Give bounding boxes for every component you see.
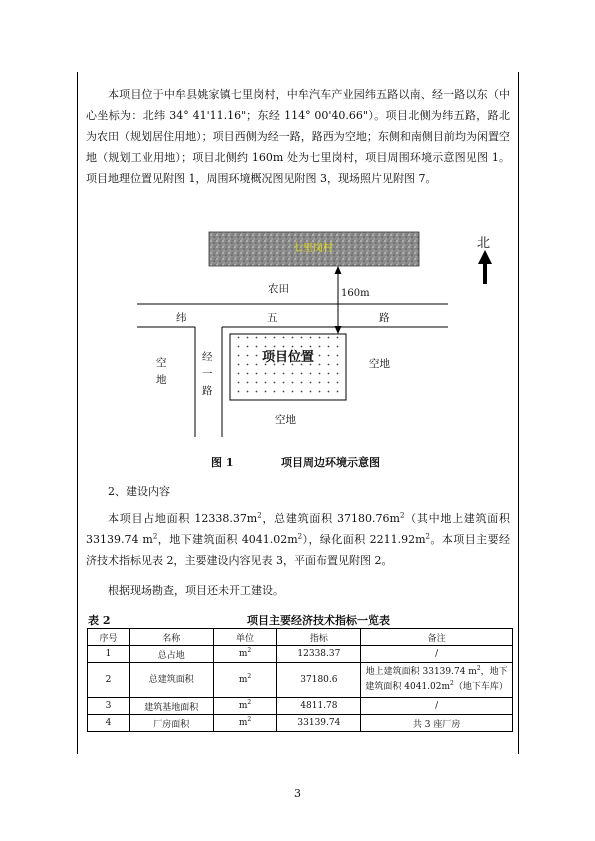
page-number: 3 — [294, 787, 301, 800]
header-value: 指标 — [277, 629, 361, 646]
construction-paragraph: 本项目占地面积 $12338.37m^2$，总建筑面积 $37180.76m^2$（其中地上建筑面积 33139.74 $m^2$，地下建筑面积 $4041.02m^2$），绿化面积 $2211.92m^2$。本项目主要经济技术指标见表 2，主要建设内容见表 3，平面布置见附图 2。 — [86, 511, 511, 567]
survey-paragraph: 根据现场勘查，项目还未开工建设。 — [108, 584, 284, 597]
west-empty-char-1: 空 — [156, 357, 167, 369]
table-row: 1 总占地 $m^2$ 12338.37 / — [88, 646, 513, 663]
header-no: 序号 — [88, 629, 130, 646]
header-unit: 单位 — [213, 629, 277, 646]
section-heading: 2、建设内容 — [108, 485, 170, 498]
north-label: 北 — [477, 236, 491, 251]
table-label: 表 2 — [88, 614, 111, 627]
header-name: 名称 — [129, 629, 213, 646]
project-site — [230, 334, 346, 400]
figure-caption-title: 项目周边环境示意图 — [281, 456, 380, 469]
south-empty-label: 空地 — [275, 414, 296, 426]
road-wei-char-1: 纬 — [176, 312, 187, 324]
distance-label: 160m — [341, 288, 370, 299]
table-header-row — [88, 629, 513, 646]
west-empty-char-2: 地 — [156, 374, 167, 386]
project-label: 项目位置 — [262, 350, 315, 365]
intro-paragraph: 本项目位于中牟县姚家镇七里岗村，中牟汽车产业园纬五路以南、经一路以东（中心坐标为：北纬 34° 41'11.16"；东经 114° 00'40.66"）。项目北侧为纬五路，路北为农田（规划居住用地）；项目西侧为经一路，路西为空地；东侧和南侧目前均为闲置空地（规划工业用地）；项目北侧约 160m 处为七里岗村，项目周围环境示意图见图 1。项目地理位置见附图 1，周围环境概况图见附图 3，现场照片见附图 7。 — [86, 88, 510, 185]
table-row: 3 建筑基地面积 $m^2$ 4811.78 / — [88, 698, 513, 715]
figure-caption-number: 图 1 — [211, 456, 234, 469]
village-label: 七里岗村 — [293, 243, 333, 254]
road-wei-char-2: 五 — [267, 312, 278, 324]
road-jing-char-1: 经 — [202, 351, 213, 363]
farmland-label: 农田 — [268, 283, 289, 295]
road-wei-char-3: 路 — [379, 312, 390, 324]
table-title: 项目主要经济技术指标一览表 — [247, 614, 390, 627]
header-note: 备注 — [361, 629, 513, 646]
road-jing-char-3: 路 — [202, 385, 213, 397]
table-row: 2 总建筑面积 $m^2$ 37180.6 地上建筑面积 33139.74 $m^2$，地下建筑面积 $4041.02m^2$（地下车库） — [88, 663, 513, 698]
east-empty-label: 空地 — [369, 358, 390, 370]
road-jing-char-2: 一 — [202, 368, 213, 380]
table-row: 4 厂房面积 $m^2$ 33139.74 共 3 座厂房 — [88, 715, 513, 732]
indicator-table — [87, 628, 513, 732]
